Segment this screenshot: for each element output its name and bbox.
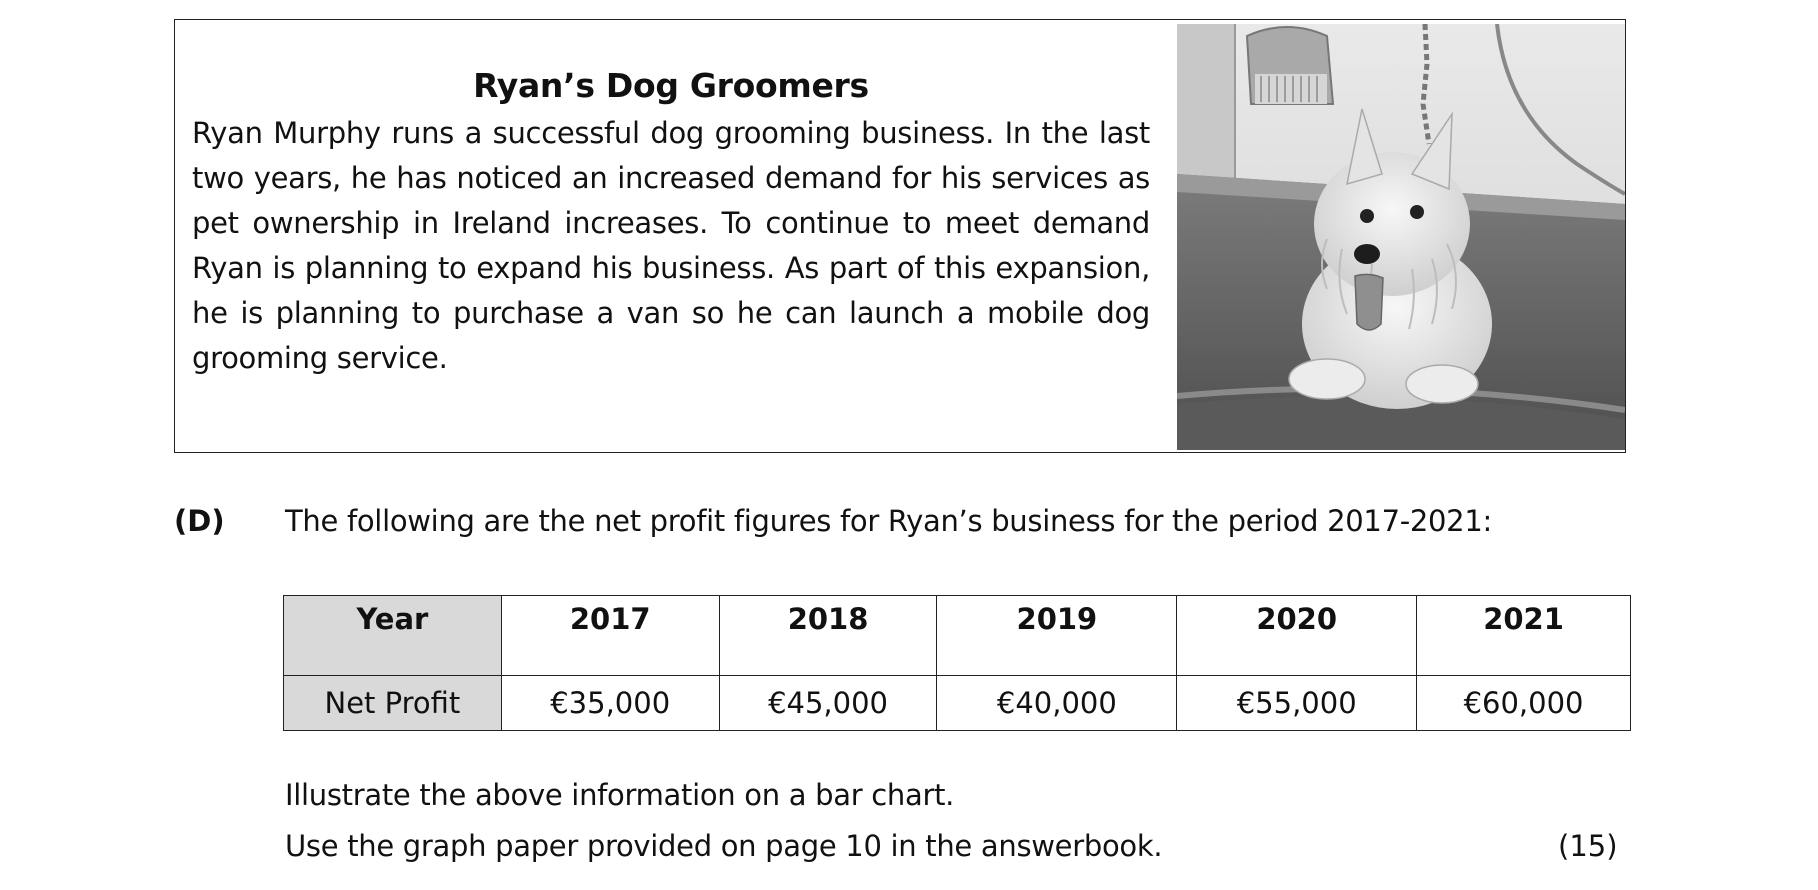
marks-allocation: (15) — [1558, 829, 1618, 863]
dog-in-tub-illustration — [1177, 24, 1625, 450]
net-profit-table — [283, 595, 1631, 731]
year-cell: 2017 — [501, 596, 719, 676]
year-header-cell: Year — [284, 596, 502, 676]
profit-cell: €35,000 — [501, 676, 719, 731]
question-label: (D) — [174, 504, 225, 538]
year-cell: 2020 — [1177, 596, 1417, 676]
case-study-text — [192, 66, 1150, 381]
profit-cell: €45,000 — [719, 676, 937, 731]
year-cell: 2018 — [719, 596, 937, 676]
instruction-bar-chart: Illustrate the above information on a bar chart. — [285, 778, 955, 812]
dog-photo — [1177, 24, 1625, 450]
year-cell: 2019 — [937, 596, 1177, 676]
profit-cell: €40,000 — [937, 676, 1177, 731]
profit-cell: €60,000 — [1417, 676, 1631, 731]
case-study-paragraph: Ryan Murphy runs a successful dog grooming business. In the last two years, he has noticed an increased demand for his services as pet ownership in Ireland increases. To continue to meet demand Ryan is planning to expand his business. As part of this expansion, he is planning to purchase a van so he can launch a mobile dog grooming service. — [192, 116, 1150, 375]
table-header-row — [284, 596, 1631, 676]
table-row — [284, 676, 1631, 731]
year-cell: 2021 — [1417, 596, 1631, 676]
question-intro: The following are the net profit figures for Ryan’s business for the period 2017-2021: — [285, 504, 1492, 538]
profit-cell: €55,000 — [1177, 676, 1417, 731]
instruction-graph-paper: Use the graph paper provided on page 10 in the answerbook. — [285, 829, 1163, 863]
case-study-box — [174, 19, 1626, 453]
case-study-title: Ryan’s Dog Groomers — [473, 66, 869, 105]
net-profit-header-cell: Net Profit — [284, 676, 502, 731]
